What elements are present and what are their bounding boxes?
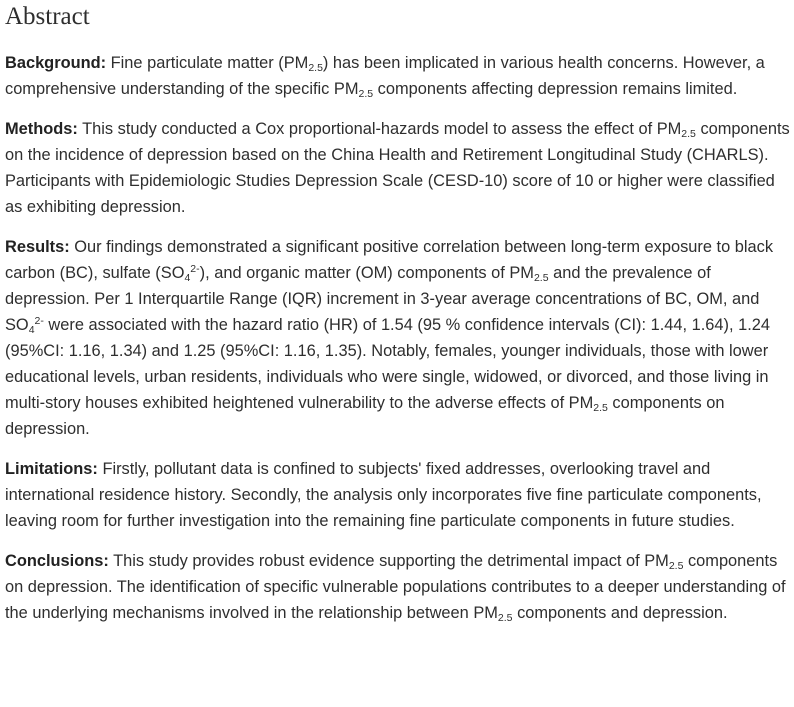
pm-subscript: 2.5	[497, 612, 513, 624]
results-text: were associated with the hazard ratio (HR) of 1.54 (95 % confidence intervals (CI): 1.44, 1.64), 1.24 (95%CI: 1.16, 1.34) and 1.25 (95%CI: 1.16, 1.35). Notably, females, younger individuals, those with lower educational levels, urban residents, individuals who were single, widowed, or divorced, and those living in multi-story houses exhibited heightened vulnerability to the adverse effects of PM	[5, 316, 770, 412]
methods-text: This study conducted a Cox proportional-hazards model to assess the effect of PM	[77, 120, 682, 138]
pm-subscript: 2.5	[593, 402, 608, 414]
pm-subscript: 2.5	[681, 128, 696, 140]
abstract-heading: Abstract	[5, 3, 90, 30]
so4-superscript: 2-	[190, 263, 200, 275]
results-text: ), and organic matter (OM) components of PM	[199, 264, 534, 282]
background-paragraph	[5, 50, 791, 102]
results-text: Our findings demonstrated a significant positive correlation between long-term exposure to black carbon (BC), sulfate (SO	[5, 238, 774, 282]
pm-subscript: 2.5	[358, 88, 374, 100]
methods-text: components on the incidence of depression based on the China Health and Retirement Longitudinal Study (CHARLS). Participants with Epidemiologic Studies Depression Scale (CESD-10) score of 10 or higher were classified as exhibiting depression.	[5, 120, 790, 216]
conclusions-text: This study provides robust evidence supporting the detrimental impact of PM	[108, 552, 669, 570]
results-text: and the prevalence of depression. Per 1 Interquartile Range (IQR) increment in 3-year average concentrations of BC, OM, and SO	[5, 264, 760, 334]
limitations-text: Firstly, pollutant data is confined to subjects' fixed addresses, overlooking travel and international residence history. Secondly, the analysis only incorporates five fine particulate components, leaving room for further investigation into the remaining fine particulate components in future studies.	[5, 460, 762, 530]
background-label: Background:	[5, 54, 107, 72]
so4-superscript: 2-	[34, 315, 44, 327]
pm-subscript: 2.5	[668, 560, 684, 572]
so4-subscript: 4	[184, 272, 191, 284]
conclusions-label: Conclusions:	[5, 552, 109, 570]
conclusions-text: components on depression. The identification of specific vulnerable populations contributes to a deeper understanding of the underlying mechanisms involved in the relationship between PM	[5, 552, 786, 622]
so4-subscript: 4	[28, 324, 35, 336]
limitations-label: Limitations:	[5, 460, 98, 478]
results-text: components on depression.	[5, 394, 725, 438]
methods-label: Methods:	[5, 120, 78, 138]
conclusions-text: components and depression.	[512, 604, 728, 622]
results-label: Results:	[5, 238, 70, 256]
background-text: components affecting depression remains limited.	[373, 80, 738, 98]
background-text: ) has been implicated in various health concerns. However, a comprehensive understanding of the specific PM	[5, 54, 765, 98]
results-paragraph	[5, 234, 791, 442]
limitations-paragraph	[5, 456, 791, 534]
conclusions-paragraph	[5, 548, 791, 626]
pm-subscript: 2.5	[533, 272, 549, 284]
methods-paragraph	[5, 116, 791, 220]
pm-subscript: 2.5	[308, 62, 323, 74]
background-text: Fine particulate matter (PM	[106, 54, 309, 72]
